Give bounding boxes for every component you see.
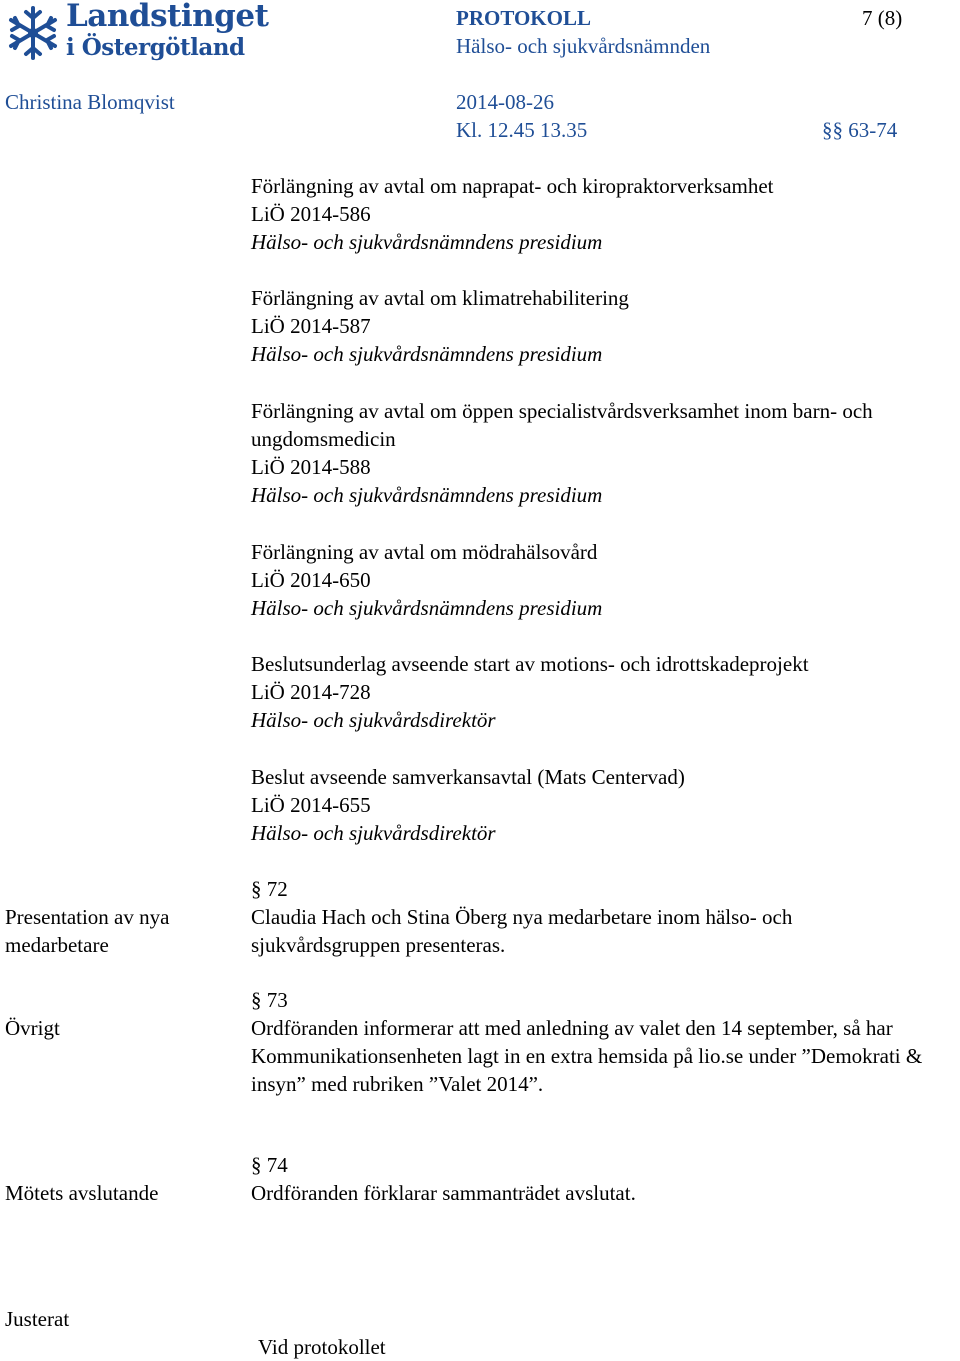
item-title: Beslut avseende samverkansavtal (Mats Centervad): [251, 765, 685, 789]
list-item: [251, 763, 956, 847]
meeting-time: Kl. 12.45 13.35: [456, 118, 588, 142]
item-ref: LiÖ 2014-728: [251, 680, 371, 704]
item-from: Hälso- och sjukvårdsdirektör: [251, 821, 496, 845]
item-from: Hälso- och sjukvårdsnämndens presidium: [251, 342, 603, 366]
item-title: Förlängning av avtal om mödrahälsovård: [251, 540, 598, 564]
list-item: [251, 650, 956, 734]
committee-name: Hälso- och sjukvårdsnämnden: [456, 34, 711, 58]
landstinget-logo: [4, 0, 269, 68]
item-title: Förlängning av avtal om klimatrehabilitering: [251, 286, 629, 310]
section-text: Ordföranden informerar att med anledning av valet den 14 september, så har Kommunikationsenheten lagt in en extra hemsida på lio.se under ”Demokrati & insyn” med rubriken ”Valet 2014”.: [251, 1016, 923, 1096]
item-from: Hälso- och sjukvårdsnämndens presidium: [251, 596, 603, 620]
section-label: Övrigt: [5, 1016, 60, 1040]
section-text: Claudia Hach och Stina Öberg nya medarbetare inom hälso- och sjukvårdsgruppen presenteras.: [251, 905, 793, 957]
section-paragraph-number: § 72: [251, 877, 288, 901]
justerat-label: Justerat: [5, 1307, 70, 1331]
item-ref: LiÖ 2014-650: [251, 568, 371, 592]
vid-protokollet-label: Vid protokollet: [258, 1335, 386, 1359]
paragraph-range: §§ 63-74: [822, 118, 898, 142]
doc-type: PROTOKOLL: [456, 6, 591, 30]
item-ref: LiÖ 2014-586: [251, 202, 371, 226]
meeting-date: 2014-08-26: [456, 90, 554, 114]
item-title: Förlängning av avtal om öppen specialistvårdsverksamhet inom barn- och: [251, 399, 873, 423]
list-item: [251, 397, 956, 509]
item-from: Hälso- och sjukvårdsnämndens presidium: [251, 230, 603, 254]
section-text: Ordföranden förklarar sammanträdet avslutat.: [251, 1181, 636, 1205]
snowflake-emblem-icon: [4, 2, 62, 64]
item-ref: LiÖ 2014-588: [251, 455, 371, 479]
item-title: Förlängning av avtal om naprapat- och kiropraktorverksamhet: [251, 174, 774, 198]
item-title: Beslutsunderlag avseende start av motions- och idrottskadeprojekt: [251, 652, 809, 676]
list-item: [251, 284, 956, 368]
item-ref: LiÖ 2014-587: [251, 314, 371, 338]
item-from: Hälso- och sjukvårdsdirektör: [251, 708, 496, 732]
item-from: Hälso- och sjukvårdsnämndens presidium: [251, 483, 603, 507]
list-item: [251, 538, 956, 622]
page-number: 7 (8): [862, 6, 903, 30]
logo-line1: Landstinget: [66, 0, 269, 34]
section-label: Presentation av nya medarbetare: [5, 905, 170, 957]
list-item: [251, 172, 956, 256]
author-name: Christina Blomqvist: [5, 90, 175, 114]
item-ref: LiÖ 2014-655: [251, 793, 371, 817]
section-paragraph-number: § 73: [251, 988, 288, 1012]
section-label: Mötets avslutande: [5, 1181, 159, 1205]
item-title-cont: ungdomsmedicin: [251, 427, 396, 451]
logo-line2: i Östergötland: [66, 34, 245, 61]
section-paragraph-number: § 74: [251, 1153, 288, 1177]
